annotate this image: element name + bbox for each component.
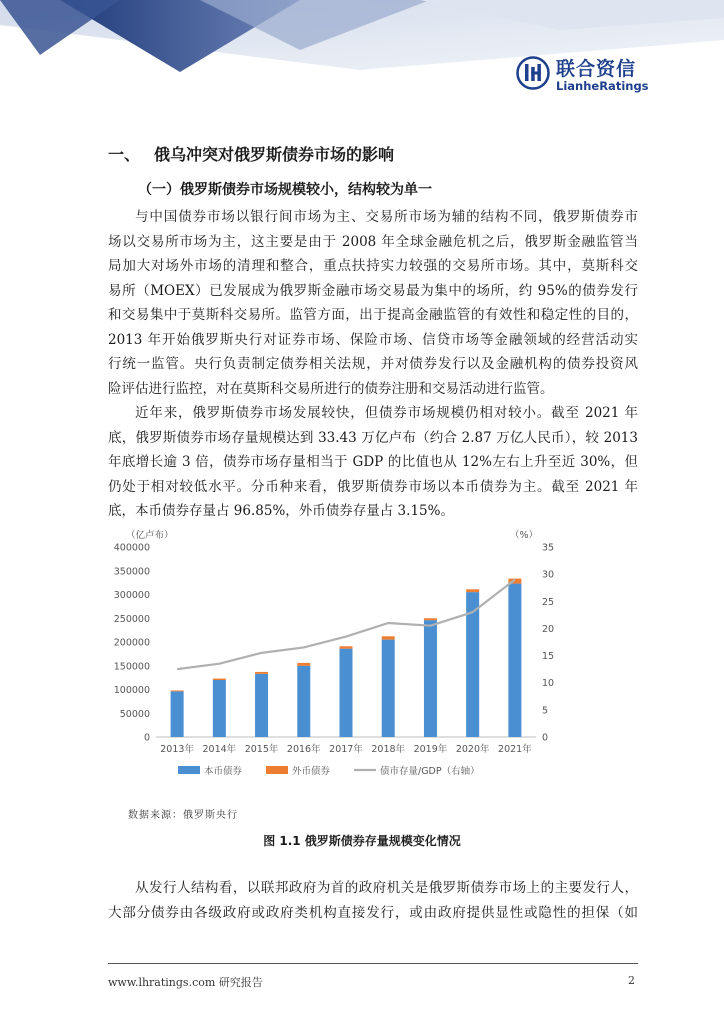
bond-stock-chart [108,525,608,795]
text-line: 场以交易所市场为主，这主要是由于 2008 年全球金融危机之后，俄罗斯金融监管当 [108,233,638,250]
text-line: 险评估进行监控，对在莫斯科交易所进行的债券注册和交易活动进行监管。 [108,380,554,397]
text-line: 从发行人结构看，以联邦政府为首的政府机关是俄罗斯债券市场上的主要发行人， [135,880,638,896]
bar-local-currency [213,680,226,737]
right-tick-label: 0 [542,732,549,744]
footer-website: www.lhratings.com 研究报告 [108,976,263,989]
source-note: 数据来源：俄罗斯央行 [128,810,238,821]
x-tick-label: 2014年 [202,744,237,755]
left-axis-title: （亿卢布） [126,530,174,541]
text-line: 和交易集中于莫斯科交易所。监管方面，出于提高金融监管的有效性和稳定性的目的， [108,307,638,323]
x-tick-label: 2021年 [498,744,532,755]
left-tick-label: 200000 [113,637,150,649]
text-line: 底，俄罗斯债券市场存量规模达到 33.43 万亿卢布（约合 2.87 万亿人民币），较 2013 [108,429,638,446]
section-title: 俄乌冲突对俄罗斯债券市场的影响 [154,145,395,164]
left-tick-label: 150000 [113,661,150,673]
bar-local-currency [382,640,395,737]
text-line: 行统一监管。央行负责制定债券相关法规，并对债券发行以及金融机构的债券投资风 [108,356,638,372]
right-tick-label: 20 [542,623,555,635]
bar-local-currency [508,584,521,737]
paragraph-market-size [108,401,638,524]
section-heading [108,142,394,165]
x-tick-label: 2018年 [371,744,406,755]
left-tick-label: 100000 [113,685,150,696]
text-line: 局加大对场外市场的清理和整合，重点扶持实力较强的交易所市场。其中，莫斯科交 [108,258,638,274]
text-line: 易所（MOEX）已发展成为俄罗斯金融市场交易最为集中的场所，约 95%的债券发行 [108,282,638,299]
left-tick-label: 50000 [119,708,150,720]
brand-logo [516,52,656,98]
right-axis-title: （%） [510,530,539,541]
bar-local-currency [340,649,353,737]
right-tick-label: 15 [542,651,555,663]
figure-caption: 图 1.1 俄罗斯债券存量规模变化情况 [263,834,461,848]
subsection-heading: （一）俄罗斯债券市场规模较小，结构较为单一 [138,182,432,198]
legend-label: 外币债券 [292,766,331,777]
brand-name-cn: 联合资信 [556,58,637,80]
bar-foreign-currency [171,690,184,691]
bar-foreign-currency [382,636,395,639]
x-tick-label: 2015年 [244,744,279,755]
x-tick-label: 2017年 [329,744,363,755]
paragraph-issuer-structure [108,876,638,925]
left-tick-label: 0 [143,732,150,744]
text-line: 2013 年开始俄罗斯央行对证券市场、保险市场、信贷市场等金融领域的经营活动实 [108,331,638,348]
footer-divider [108,963,638,964]
bar-local-currency [171,691,184,737]
right-tick-label: 25 [542,596,555,608]
left-tick-label: 400000 [113,542,150,554]
x-tick-label: 2016年 [286,744,321,755]
right-tick-label: 30 [542,569,555,581]
legend-label: 债市存量/GDP（右轴） [380,766,480,777]
bar-foreign-currency [340,646,353,648]
left-tick-label: 300000 [113,590,150,601]
bar-foreign-currency [297,663,310,666]
legend-swatch-local [178,766,200,774]
left-tick-label: 350000 [113,566,150,578]
text-line: 仍处于相对较低水平。分币种来看，俄罗斯债券市场以本币债券为主。截至 2021 年 [108,478,638,495]
lianhe-logo-icon [516,56,550,90]
brand-name-en: LianheRatings [556,79,649,93]
bar-foreign-currency [255,672,268,674]
x-tick-label: 2020年 [455,744,490,755]
bar-foreign-currency [424,618,437,620]
bar-local-currency [424,620,437,737]
right-tick-label: 5 [542,705,549,717]
legend-label: 本币债券 [204,766,243,777]
section-number: 一、 [108,145,141,164]
text-line: 与中国债券市场以银行间市场为主、交易所市场为辅的结构不同，俄罗斯债券市 [135,209,638,225]
bar-local-currency [297,666,310,737]
text-line: 近年来，俄罗斯债券市场发展较快，但债券市场规模仍相对较小。截至 2021 年 [135,405,638,421]
left-tick-label: 250000 [113,613,150,625]
bar-foreign-currency [466,589,479,592]
paragraph-market-structure [108,205,638,401]
right-tick-label: 35 [542,542,555,554]
page-number: 2 [628,974,635,987]
legend-swatch-foreign [266,766,288,774]
text-line: 大部分债券由各级政府或政府类机构直接发行，或由政府提供显性或隐性的担保（如 [108,904,638,921]
text-line: 底，本币债券存量占 96.85%，外币债券存量占 3.15%。 [108,503,454,519]
x-tick-label: 2019年 [413,744,448,755]
text-line: 年底增长逾 3 倍，债券市场存量相当于 GDP 的比值也从 12%左右上升至近 30%，但 [108,454,638,470]
bar-local-currency [255,674,268,737]
x-tick-label: 2013年 [160,744,194,755]
bar-foreign-currency [213,679,226,680]
right-tick-label: 10 [542,678,555,690]
